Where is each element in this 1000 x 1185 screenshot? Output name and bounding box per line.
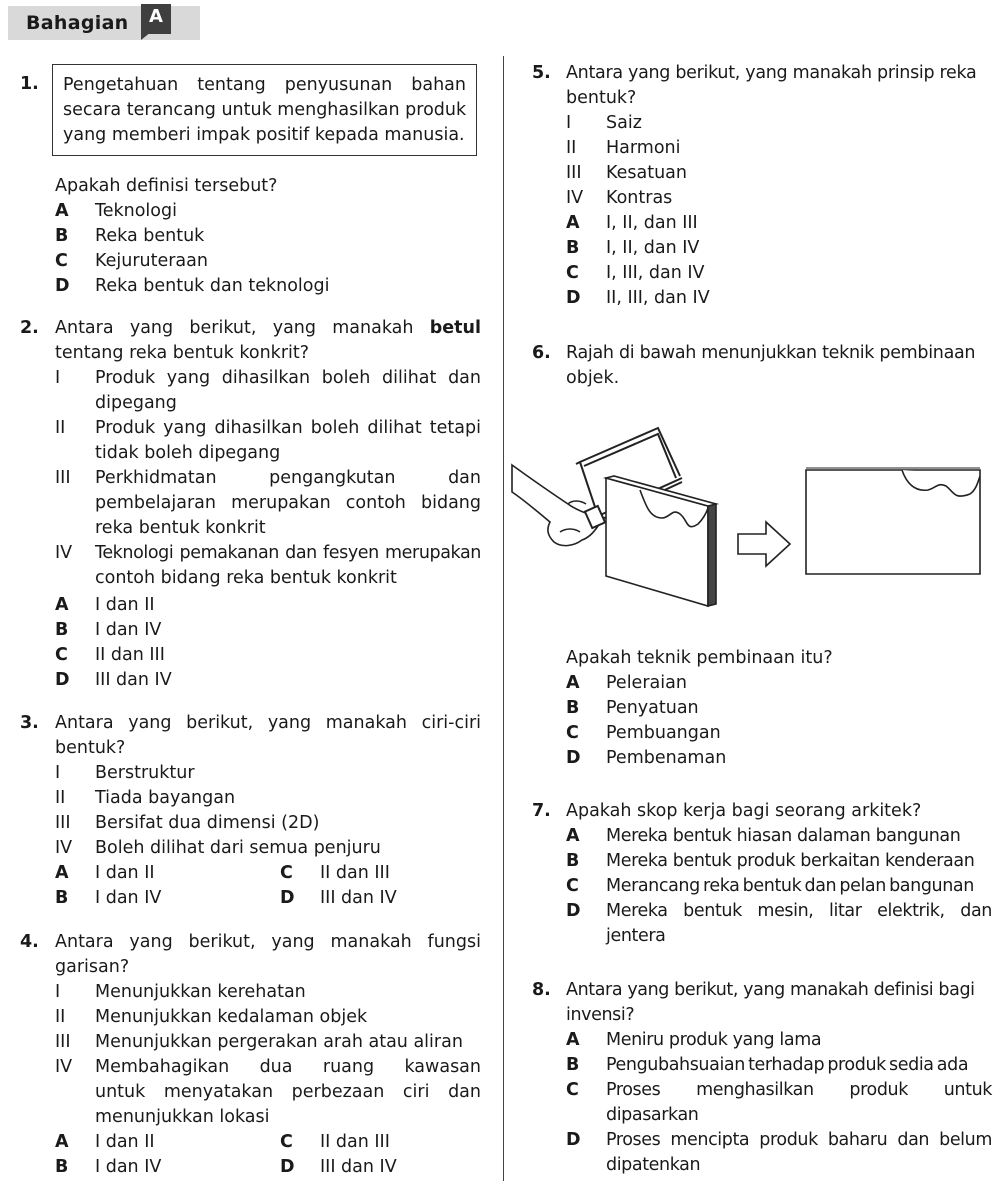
q5-item-i: [566, 111, 710, 136]
option-text: Mereka bentuk hiasan dalaman bangunan: [606, 826, 961, 846]
option-key: D: [280, 888, 295, 908]
q6-option-b[interactable]: [566, 696, 833, 721]
q3-stem-text: bentuk?: [55, 738, 126, 758]
q1-question: Apakah definisi tersebut?: [55, 176, 278, 196]
roman-numeral: IV: [566, 188, 584, 208]
roman-numeral: II: [55, 418, 66, 438]
option-text: II, III, dan IV: [606, 288, 710, 308]
q3-number: 3.: [20, 713, 39, 733]
q1-option-b[interactable]: [55, 224, 329, 249]
item-text: Tiada bayangan: [95, 788, 236, 808]
option-key: B: [566, 851, 579, 871]
option-text: Reka bentuk: [95, 226, 205, 246]
option-key: A: [566, 826, 580, 846]
q5-number: 5.: [532, 63, 551, 83]
q6-stem-text: Rajah di bawah menunjukkan teknik pembinaan: [566, 343, 976, 363]
q2-option-c[interactable]: [55, 643, 172, 668]
q6-stem: [566, 341, 992, 391]
option-key: C: [55, 251, 68, 271]
q2-item-iv: [55, 541, 481, 591]
q2-stem: [55, 316, 481, 366]
option-key: A: [566, 213, 580, 233]
q5-item-iii: [566, 161, 710, 186]
roman-numeral: II: [55, 788, 66, 808]
q6-number: 6.: [532, 343, 551, 363]
option-text: Meniru produk yang lama: [606, 1030, 822, 1050]
section-title: Bahagian: [26, 12, 129, 34]
option-key: B: [566, 238, 580, 258]
q1-definition-box: [52, 64, 477, 156]
roman-numeral: III: [55, 1032, 71, 1052]
option-text: Pengubahsuaian terhadap produk sedia ada: [606, 1055, 969, 1075]
q4-item-iv: [55, 1055, 481, 1130]
roman-numeral: III: [55, 468, 71, 488]
q4-option-b[interactable]: [55, 1155, 161, 1180]
option-text: III dan IV: [320, 888, 397, 908]
item-text: untuk menyatakan perbezaan ciri dan: [95, 1082, 481, 1102]
option-text: Reka bentuk dan teknologi: [95, 276, 330, 296]
item-text: Teknologi pemakanan dan fesyen merupakan: [95, 543, 481, 563]
q6-answers: [566, 646, 833, 771]
option-key: C: [566, 876, 579, 896]
q5-item-iv: [566, 186, 710, 211]
item-text: Bersifat dua dimensi (2D): [95, 813, 320, 833]
q3-option-d[interactable]: [280, 886, 397, 911]
q2-option-b[interactable]: [55, 618, 172, 643]
q5-stem: [566, 61, 992, 111]
item-text: Produk yang dihasilkan boleh dilihat tetapi: [95, 418, 481, 438]
item-text: Menunjukkan kerehatan: [95, 982, 306, 1002]
option-text: I dan II: [95, 863, 155, 883]
q7-option-b[interactable]: [566, 849, 992, 874]
q5-item-ii: [566, 136, 710, 161]
q5-items: [566, 111, 710, 311]
q2-items: [55, 366, 481, 591]
q2-options: [55, 593, 172, 693]
option-text: II dan III: [320, 1132, 390, 1152]
q1-option-c[interactable]: [55, 249, 329, 274]
q6-option-a[interactable]: [566, 671, 833, 696]
roman-numeral: III: [55, 813, 71, 833]
option-key: A: [55, 1132, 69, 1152]
section-badge: A: [141, 4, 171, 34]
q4-items: [55, 980, 481, 1130]
option-key: D: [566, 1130, 581, 1150]
option-key: D: [566, 901, 581, 921]
item-text: contoh bidang reka bentuk konkrit: [95, 568, 397, 588]
option-text: Peleraian: [606, 673, 687, 693]
option-text: Pembenaman: [606, 748, 727, 768]
item-text: Perkhidmatan pengangkutan dan: [95, 468, 481, 488]
roman-numeral: I: [55, 368, 61, 388]
item-text: Produk yang dihasilkan boleh dilihat dan: [95, 368, 481, 388]
item-text: Kontras: [606, 188, 673, 208]
q2-item-i: [55, 366, 481, 416]
q3-item-iii: [55, 811, 381, 836]
q4-stem: [55, 930, 481, 980]
q8-stem: [566, 978, 992, 1028]
q7-option-c[interactable]: [566, 874, 992, 899]
option-key: B: [55, 226, 69, 246]
q4-item-ii: [55, 1005, 481, 1030]
option-key: A: [55, 201, 69, 221]
q2-number: 2.: [20, 318, 39, 338]
q1-options: [55, 199, 329, 299]
q2-stem-text: tentang reka bentuk konkrit?: [55, 343, 310, 363]
option-text: II dan III: [320, 863, 390, 883]
item-text: reka bentuk konkrit: [95, 518, 266, 538]
q6-option-d[interactable]: [566, 746, 833, 771]
option-text: Kejuruteraan: [95, 251, 208, 271]
roman-numeral: I: [55, 982, 61, 1002]
q4-stem-text: Antara yang berikut, yang manakah fungsi: [55, 932, 481, 952]
option-text: Pembuangan: [606, 723, 721, 743]
q5-stem-text: bentuk?: [566, 88, 637, 108]
q4-option-d[interactable]: [280, 1155, 397, 1180]
q3-items: [55, 761, 381, 861]
option-key: B: [55, 1157, 69, 1177]
q2-option-d[interactable]: [55, 668, 172, 693]
option-text: I dan II: [95, 595, 155, 615]
item-text: tidak boleh dipegang: [95, 443, 281, 463]
section-badge-tail: [141, 32, 151, 40]
option-key: C: [566, 723, 579, 743]
q4-option-a[interactable]: [55, 1130, 155, 1155]
option-text: Teknologi: [95, 201, 177, 221]
option-key: A: [55, 595, 69, 615]
item-text: Berstruktur: [95, 763, 195, 783]
q1-box-line: yang memberi impak positif kepada manusia.: [63, 125, 465, 145]
item-text: dipegang: [95, 393, 177, 413]
item-text: Membahagikan dua ruang kawasan: [95, 1057, 481, 1077]
q5-option-d[interactable]: [566, 286, 710, 311]
option-key: D: [280, 1157, 295, 1177]
q1-box-line: Pengetahuan tentang penyusunan bahan: [63, 75, 466, 95]
option-key: C: [280, 1132, 293, 1152]
q7-option-a[interactable]: [566, 824, 992, 849]
item-text: Harmoni: [606, 138, 681, 158]
option-text: Mereka bentuk mesin, litar elektrik, dan: [606, 901, 992, 921]
board-illustration: [606, 476, 716, 606]
q3-option-a[interactable]: [55, 861, 155, 886]
q6-option-c[interactable]: [566, 721, 833, 746]
option-text: dipatenkan: [606, 1155, 701, 1175]
option-text: I dan IV: [95, 620, 162, 640]
option-text: I dan II: [95, 1132, 155, 1152]
q8-stem-text: Antara yang berikut, yang manakah definisi bagi: [566, 980, 975, 1000]
q3-stem: [55, 711, 481, 761]
roman-numeral: IV: [55, 1057, 73, 1077]
option-key: C: [566, 1080, 579, 1100]
roman-numeral: IV: [55, 838, 73, 858]
option-key: D: [55, 276, 70, 296]
item-text: Menunjukkan kedalaman objek: [95, 1007, 368, 1027]
roman-numeral: II: [566, 138, 577, 158]
q2-item-ii: [55, 416, 481, 466]
option-text: Merancang reka bentuk dan pelan bangunan: [606, 876, 974, 896]
q3-item-iv: [55, 836, 381, 861]
roman-numeral: IV: [55, 543, 73, 563]
q3-item-ii: [55, 786, 381, 811]
option-key: D: [55, 670, 70, 690]
q1-box-line: secara terancang untuk menghasilkan produk: [63, 100, 467, 120]
q3-item-i: [55, 761, 381, 786]
option-text: Penyatuan: [606, 698, 699, 718]
option-key: C: [566, 263, 579, 283]
q2-stem-emphasis: betul: [429, 318, 481, 338]
column-divider: [503, 56, 504, 1181]
q5-option-a[interactable]: [566, 211, 710, 236]
q7-option-d[interactable]: [566, 899, 992, 949]
option-key: D: [566, 748, 581, 768]
option-key: C: [280, 863, 293, 883]
item-text: Saiz: [606, 113, 642, 133]
q2-stem-text: Antara yang berikut, yang manakah: [55, 318, 414, 338]
q5-option-c[interactable]: [566, 261, 710, 286]
option-key: B: [55, 888, 69, 908]
q5-stem-text: Antara yang berikut, yang manakah prinsip reka: [566, 63, 977, 83]
q3-option-c[interactable]: [280, 861, 390, 886]
q8-number: 8.: [532, 980, 551, 1000]
q4-item-iii: [55, 1030, 481, 1055]
item-text: Boleh dilihat dari semua penjuru: [95, 838, 381, 858]
option-text: III dan IV: [320, 1157, 397, 1177]
q1-option-a[interactable]: [55, 199, 329, 224]
q3-stem-text: Antara yang berikut, yang manakah ciri-ciri: [55, 713, 481, 733]
q2-option-a[interactable]: [55, 593, 172, 618]
q8-option-b[interactable]: [566, 1053, 992, 1078]
q6-question: Apakah teknik pembinaan itu?: [566, 648, 833, 668]
q7-number: 7.: [532, 801, 551, 821]
q8-options: [566, 1028, 992, 1178]
q4-stem-text: garisan?: [55, 957, 130, 977]
arrow-right-icon: [738, 522, 790, 566]
option-key: B: [566, 698, 580, 718]
q7-stem: Apakah skop kerja bagi seorang arkitek?: [566, 801, 922, 821]
q8-option-c[interactable]: [566, 1078, 992, 1128]
q2-item-iii: [55, 466, 481, 541]
q6-diagram: [510, 420, 990, 620]
option-text: II dan III: [95, 645, 165, 665]
option-key: B: [566, 1055, 579, 1075]
option-text: Proses menghasilkan produk untuk: [606, 1080, 992, 1100]
option-text: Proses mencipta produk baharu dan belum: [606, 1130, 992, 1150]
roman-numeral: II: [55, 1007, 66, 1027]
option-text: I dan IV: [95, 1157, 162, 1177]
q1-number: 1.: [20, 74, 39, 94]
option-text: I dan IV: [95, 888, 162, 908]
q8-stem-text: invensi?: [566, 1005, 635, 1025]
option-key: C: [55, 645, 68, 665]
item-text: pembelajaran merupakan contoh bidang: [95, 493, 481, 513]
option-text: Mereka bentuk produk berkaitan kenderaan: [606, 851, 975, 871]
roman-numeral: III: [566, 163, 582, 183]
option-text: dipasarkan: [606, 1105, 699, 1125]
item-text: menunjukkan lokasi: [95, 1107, 270, 1127]
q6-stem-text: objek.: [566, 368, 620, 388]
q4-item-i: [55, 980, 481, 1005]
option-text: III dan IV: [95, 670, 172, 690]
item-text: Menunjukkan pergerakan arah atau aliran: [95, 1032, 463, 1052]
option-key: A: [55, 863, 69, 883]
q3-option-b[interactable]: [55, 886, 161, 911]
q5-option-b[interactable]: [566, 236, 710, 261]
q4-number: 4.: [20, 932, 39, 952]
result-board-illustration: [806, 468, 980, 574]
option-key: D: [566, 288, 581, 308]
roman-numeral: I: [55, 763, 61, 783]
item-text: Kesatuan: [606, 163, 687, 183]
option-text: I, II, dan IV: [606, 238, 700, 258]
q8-option-a[interactable]: [566, 1028, 992, 1053]
option-key: A: [566, 1030, 580, 1050]
option-text: I, II, dan III: [606, 213, 698, 233]
q7-options: [566, 824, 992, 949]
roman-numeral: I: [566, 113, 572, 133]
option-key: A: [566, 673, 580, 693]
option-text: jentera: [606, 926, 666, 946]
q4-option-c[interactable]: [280, 1130, 390, 1155]
q8-option-d[interactable]: [566, 1128, 992, 1178]
q1-option-d[interactable]: [55, 274, 329, 299]
option-text: I, III, dan IV: [606, 263, 705, 283]
option-key: B: [55, 620, 69, 640]
